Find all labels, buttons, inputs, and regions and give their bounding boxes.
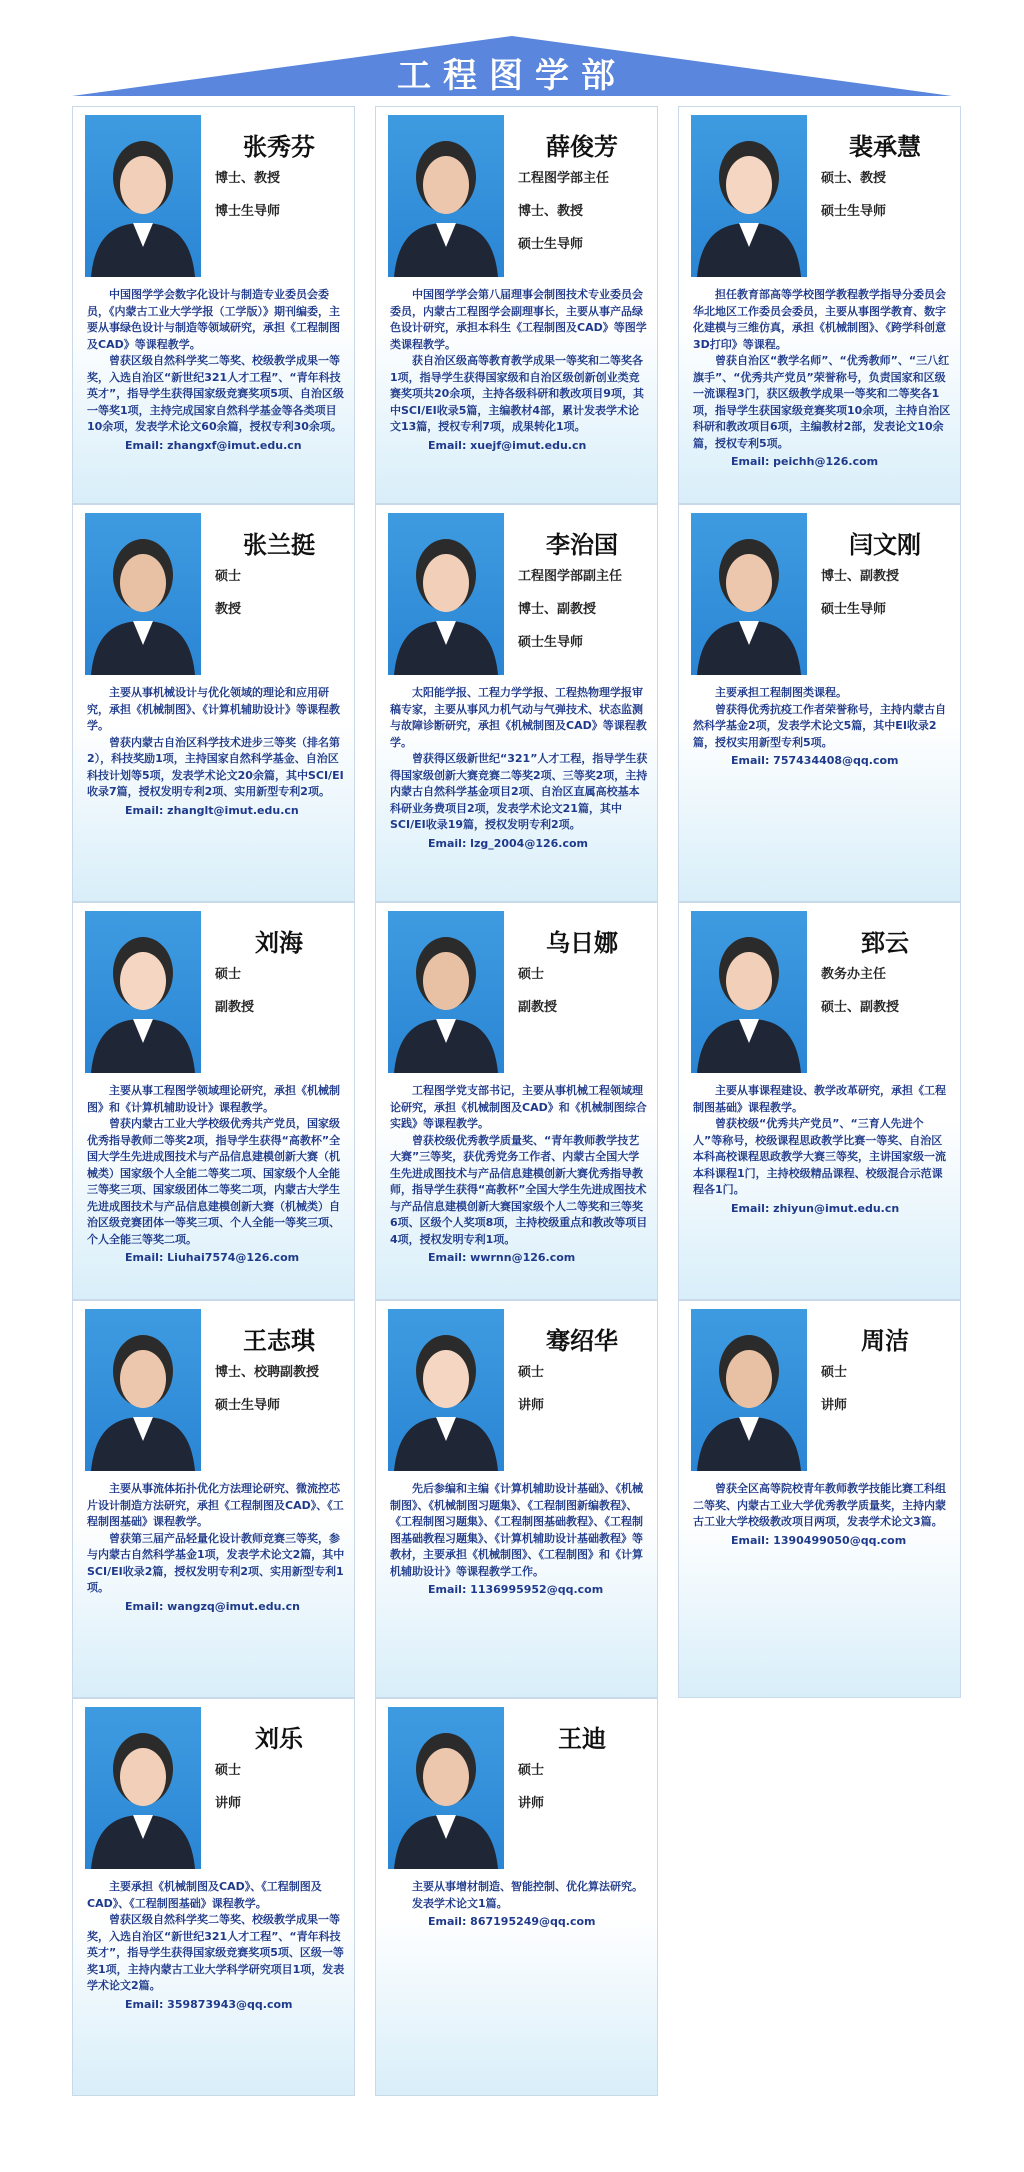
bio-paragraph: 先后参编和主编《计算机辅助设计基础》、《机械制图》、《机械制图习题集》、《工程制图新编教程》、《工程制图习题集》、《工程制图基础教程》、《工程制图基础教程习题集》、《计算机辅助设计基础教程》等教材，主要承担《机械制图》、《工程制图》和《计算机辅助设计》等课程教学工作。 [390, 1482, 643, 1578]
faculty-titles [518, 967, 654, 1033]
faculty-photo [691, 911, 807, 1073]
header-banner [72, 36, 952, 96]
faculty-bio [87, 685, 345, 819]
faculty-titles [215, 967, 351, 1033]
bio-paragraph: 主要从事课程建设、教学改革研究，承担《工程制图基础》课程教学。 [693, 1084, 946, 1114]
faculty-title-line: 博士、副教授 [518, 602, 597, 617]
faculty-card [678, 1300, 961, 1698]
faculty-email[interactable]: Email: Liuhai7574@126.com [125, 1251, 300, 1264]
bio-paragraph: 曾获区级自然科学奖二等奖、校级教学成果一等奖，入选自治区“新世纪321人才工程”、“青年科技英才”，指导学生获得国家级竞赛奖项5项、区级一等奖1项，主持内蒙古工业大学科学研究项目1项，发表学术论文2篇。 [87, 1913, 345, 1992]
bio-paragraph: 主要从事流体拓扑优化方法理论研究、微流控芯片设计制造方法研究，承担《工程制图及CAD》、《工程制图基础》课程教学。 [87, 1482, 344, 1528]
faculty-title-line: 硕士生导师 [215, 1398, 281, 1413]
faculty-titles [821, 171, 957, 237]
faculty-card [678, 902, 961, 1300]
faculty-card [72, 902, 355, 1300]
faculty-card [72, 1698, 355, 2096]
faculty-bio [87, 287, 345, 454]
faculty-email[interactable]: Email: 757434408@qq.com [731, 754, 899, 767]
faculty-titles [215, 171, 351, 237]
bio-paragraph: 曾获内蒙古工业大学校级优秀共产党员，国家级优秀指导教师二等奖2项，指导学生获得“高教杯”全国大学生先进成图技术与产品信息建模创新大赛（机械类）国家级个人全能二等奖二项、国家级个人全能三等奖三项、国家级团体二等奖二项，内蒙古大学生先进成图技术与产品信息建模创新大赛（机械类）自治区级竞赛团体一等奖三项、个人全能一等奖三项、个人全能三等奖二项。 [87, 1117, 341, 1246]
faculty-name: 乌日娜 [546, 929, 618, 957]
faculty-name: 王志琪 [243, 1327, 315, 1355]
bio-paragraph: 主要从事工程图学领域理论研究，承担《机械制图》和《计算机辅助设计》课程教学。 [87, 1084, 340, 1114]
faculty-card [72, 504, 355, 902]
bio-paragraph: 主要承担工程制图类课程。 [715, 686, 847, 699]
faculty-bio [87, 1481, 345, 1615]
faculty-card [375, 902, 658, 1300]
faculty-card [678, 106, 961, 504]
faculty-email[interactable]: Email: 359873943@qq.com [125, 1997, 293, 2011]
bio-paragraph: 工程图学党支部书记，主要从事机械工程领域理论研究，承担《机械制图及CAD》和《机械制图综合实践》等课程教学。 [390, 1084, 647, 1130]
faculty-email[interactable]: Email: zhiyun@imut.edu.cn [731, 1201, 900, 1215]
faculty-name: 张兰挺 [243, 531, 315, 559]
bio-paragraph: 曾获得区级新世纪“321”人才工程，指导学生获得国家级创新大赛竞赛二等奖2项、三等奖2项，主持内蒙古自然科学基金项目2项、自治区直属高校基本科研业务费项目2项，发表学术论文21篇，其中SCI/EI收录19篇，授权发明专利2项。 [390, 752, 648, 831]
bio-paragraph: 中国图学学会第八届理事会制图技术专业委员会委员，内蒙古工程图学会副理事长，主要从事产品绿色设计研究，承担本科生《工程制图及CAD》等图学类课程教学。 [390, 288, 647, 351]
bio-paragraph: 主要承担《机械制图及CAD》、《工程制图及CAD》、《工程制图基础》课程教学。 [87, 1880, 322, 1910]
faculty-bio [390, 1083, 648, 1267]
faculty-bio [390, 1481, 648, 1599]
faculty-name: 刘乐 [255, 1725, 303, 1753]
faculty-title-line: 硕士、教授 [821, 171, 887, 186]
faculty-bio [390, 685, 648, 852]
faculty-title-line: 硕士生导师 [821, 204, 887, 219]
faculty-photo [85, 1707, 201, 1869]
faculty-titles [215, 569, 351, 635]
faculty-email[interactable]: Email: xuejf@imut.edu.cn [428, 438, 587, 452]
faculty-name: 闫文刚 [849, 531, 921, 559]
faculty-title-line: 硕士 [518, 967, 545, 982]
bio-paragraph: 发表学术论文1篇。 [412, 1896, 508, 1910]
faculty-titles [821, 1365, 957, 1431]
faculty-titles [215, 1365, 351, 1431]
bio-paragraph: 曾获校级优秀教学质量奖、“青年教师教学技艺大赛”三等奖，获优秀党务工作者、内蒙古全国大学生先进成图技术与产品信息建模创新大赛优秀指导教师，指导学生获得“高教杯”全国大学生先进成图技术与产品信息建模创新大赛国家级个人二等奖和三等奖6项、区级个人奖项8项，主持校级重点和教改等项目4项，授权发明专利1项。 [390, 1133, 648, 1246]
faculty-bio [693, 1481, 951, 1549]
faculty-titles [518, 1365, 654, 1431]
faculty-title-line: 硕士 [518, 1365, 545, 1380]
faculty-title-line: 讲师 [518, 1398, 545, 1413]
faculty-name: 裴承慧 [849, 133, 921, 161]
faculty-photo [85, 115, 201, 277]
bio-paragraph: 曾获第三届产品轻量化设计教师竞赛三等奖，参与内蒙古自然科学基金1项，发表学术论文2篇，其中SCI/EI收录2篇，授权发明专利2项、实用新型专利1项。 [87, 1531, 345, 1594]
faculty-name: 薛俊芳 [546, 133, 618, 161]
faculty-title-line: 博士、校聘副教授 [215, 1365, 320, 1380]
faculty-name: 李治国 [546, 531, 618, 559]
faculty-name: 张秀芬 [243, 133, 315, 161]
faculty-title-line: 硕士 [518, 1763, 545, 1778]
faculty-titles [518, 569, 654, 668]
faculty-title-line: 博士生导师 [215, 204, 281, 219]
faculty-title-line: 副教授 [518, 1000, 558, 1015]
faculty-name: 王迪 [558, 1725, 606, 1753]
faculty-title-line: 教授 [215, 602, 242, 617]
bio-paragraph: 太阳能学报、工程力学学报、工程热物理学报审稿专家，主要从事风力机气动与气弹技术、状态监测与故障诊断研究，承担《机械制图及CAD》等课程教学。 [390, 686, 647, 749]
bio-paragraph: 曾获内蒙古自治区科学技术进步三等奖（排名第2），科技奖励1项，主持国家自然科学基金、自治区科技计划等5项，发表学术论文20余篇，其中SCI/EI收录7篇，授权发明专利2项、实用新型专利2项。 [87, 735, 344, 798]
faculty-name: 骞绍华 [546, 1327, 618, 1355]
faculty-email[interactable]: Email: lzg_2004@126.com [428, 836, 589, 850]
faculty-card [72, 1300, 355, 1698]
bio-paragraph: 曾获自治区“教学名师”、“优秀教师”、“三八红旗手”、“优秀共产党员”荣誉称号，负责国家和区级一流课程3门，获区级教学成果一等奖和二等奖各1项，指导学生获国家级竞赛奖项10余项，主持自治区科研和教改项目6项，主编教材2部，发表论文10余篇，授权专利5项。 [693, 354, 951, 450]
faculty-email[interactable]: Email: wwrnn@126.com [428, 1251, 576, 1264]
faculty-email[interactable]: Email: 1390499050@qq.com [731, 1533, 907, 1547]
page-title: 工程图学部 [397, 56, 627, 96]
bio-paragraph: 曾获区级自然科学奖二等奖、校级教学成果一等奖，入选自治区“新世纪321人才工程”、“青年科技英才”，指导学生获得国家级竞赛奖项5项、自治区级一等奖1项，主持完成国家自然科学基金等各类项目10余项，发表学术论文60余篇，授权专利30余项。 [87, 354, 344, 433]
faculty-photo [691, 115, 807, 277]
bio-paragraph: 担任教育部高等学校图学教程教学指导分委员会华北地区工作委员会委员，主要从事图学教育、数字化建模与三维仿真，承担《机械制图》、《跨学科创意3D打印》等课程。 [693, 288, 946, 351]
faculty-titles [518, 171, 654, 270]
faculty-photo [85, 513, 201, 675]
faculty-title-line: 副教授 [215, 1000, 255, 1015]
faculty-title-line: 博士、教授 [215, 171, 281, 186]
bio-paragraph: 曾获校级“优秀共产党员”、“三育人先进个人”等称号，校级课程思政教学比赛一等奖、自治区本科高校课程思政教学大赛三等奖，主讲国家级一流本科课程1门，主持校级精品课程、校级混合示范课程各1门。 [693, 1117, 946, 1196]
faculty-email[interactable]: Email: zhanglt@imut.edu.cn [125, 803, 299, 817]
faculty-photo [388, 115, 504, 277]
faculty-photo [85, 911, 201, 1073]
faculty-titles [215, 1763, 351, 1829]
faculty-card [72, 106, 355, 504]
faculty-name: 周洁 [861, 1327, 909, 1355]
faculty-bio [693, 1083, 951, 1217]
faculty-email[interactable]: Email: 867195249@qq.com [428, 1915, 596, 1928]
faculty-card [375, 1698, 658, 2096]
faculty-title-line: 讲师 [518, 1796, 545, 1811]
faculty-title-line: 硕士生导师 [518, 635, 584, 650]
bio-paragraph: 曾获全区高等院校青年教师教学技能比赛工科组二等奖、内蒙古工业大学优秀教学质量奖，主持内蒙古工业大学校级教改项目两项，发表学术论文3篇。 [693, 1482, 946, 1528]
bio-paragraph: 中国图学学会数字化设计与制造专业委员会委员，《内蒙古工业大学学报（工学版）》期刊编委，主要从事绿色设计与制造等领域研究，承担《工程制图及CAD》等课程教学。 [87, 288, 340, 351]
faculty-photo [691, 513, 807, 675]
faculty-title-line: 硕士生导师 [821, 602, 887, 617]
faculty-title-line: 硕士 [215, 967, 242, 982]
faculty-bio [87, 1879, 345, 2013]
faculty-title-line: 硕士、副教授 [821, 1000, 900, 1015]
faculty-title-line: 博士、副教授 [821, 569, 900, 584]
bio-paragraph: 曾获得优秀抗疫工作者荣誉称号，主持内蒙古自然科学基金2项，发表学术论文5篇，其中EI收录2篇，授权实用新型专利5项。 [693, 702, 946, 749]
faculty-bio [693, 287, 951, 471]
faculty-bio [693, 685, 951, 770]
faculty-title-line: 工程图学部主任 [518, 171, 610, 186]
faculty-bio [390, 287, 648, 454]
faculty-photo [691, 1309, 807, 1471]
faculty-title-line: 硕士 [215, 569, 242, 584]
faculty-title-line: 教务办主任 [821, 967, 887, 982]
faculty-photo [388, 513, 504, 675]
faculty-card [678, 504, 961, 902]
faculty-bio [87, 1083, 345, 1267]
faculty-card [375, 1300, 658, 1698]
faculty-photo [85, 1309, 201, 1471]
faculty-titles [821, 569, 957, 635]
faculty-name: 郅云 [861, 929, 909, 957]
faculty-title-line: 硕士 [821, 1365, 848, 1380]
faculty-title-line: 工程图学部副主任 [518, 569, 623, 584]
faculty-titles [821, 967, 957, 1033]
faculty-title-line: 讲师 [821, 1398, 848, 1413]
faculty-email[interactable]: Email: wangzq@imut.edu.cn [125, 1599, 300, 1613]
faculty-title-line: 硕士 [215, 1763, 242, 1778]
faculty-photo [388, 1707, 504, 1869]
bio-paragraph: 获自治区级高等教育教学成果一等奖和二等奖各1项，指导学生获得国家级和自治区级创新创业类竞赛奖项共20余项，主持各级科研和教改项目9项，其中SCI/EI收录5篇，主编教材4部，累计发表学术论文13篇，授权专利7项，成果转化1项。 [390, 354, 644, 433]
faculty-bio [390, 1879, 648, 1931]
faculty-email[interactable]: Email: peichh@126.com [731, 455, 879, 468]
faculty-title-line: 硕士生导师 [518, 237, 584, 252]
faculty-card [375, 106, 658, 504]
faculty-title-line: 讲师 [215, 1796, 242, 1811]
faculty-titles [518, 1763, 654, 1829]
faculty-email[interactable]: Email: zhangxf@imut.edu.cn [125, 438, 302, 452]
faculty-title-line: 博士、教授 [518, 204, 584, 219]
bio-paragraph: 主要从事增材制造、智能控制、优化算法研究。 [412, 1880, 643, 1893]
faculty-card [375, 504, 658, 902]
bio-paragraph: 主要从事机械设计与优化领域的理论和应用研究，承担《机械制图》、《计算机辅助设计》等课程教学。 [87, 686, 340, 732]
faculty-photo [388, 911, 504, 1073]
faculty-photo [388, 1309, 504, 1471]
faculty-email[interactable]: Email: 1136995952@qq.com [428, 1583, 604, 1596]
faculty-name: 刘海 [255, 929, 303, 957]
